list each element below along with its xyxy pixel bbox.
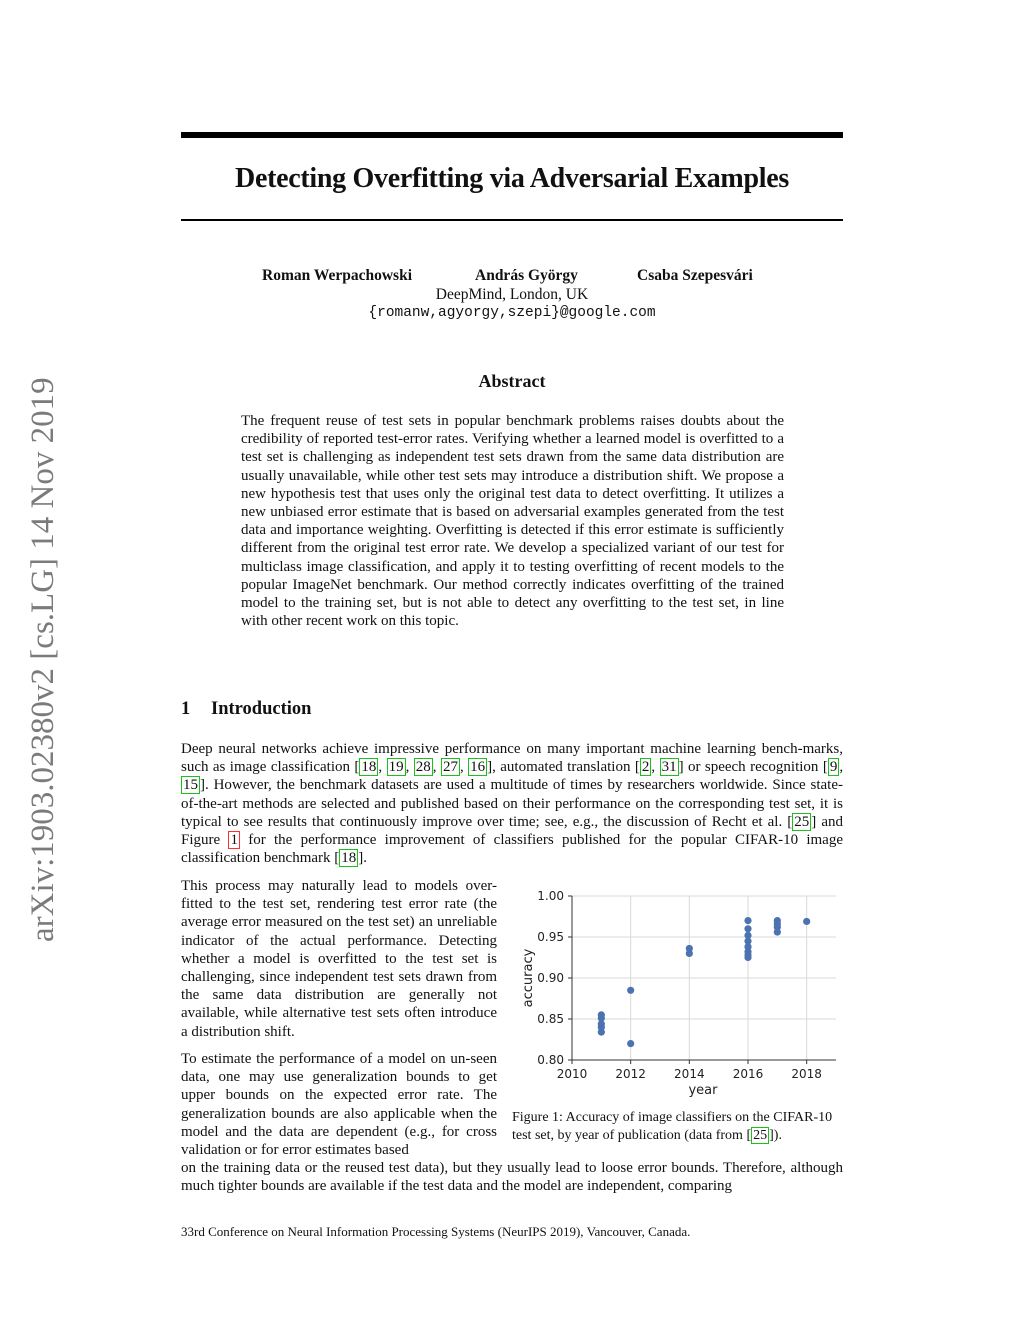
x-tick-label: 2010 [556,1067,588,1081]
author-email: {romanw,agyorgy,szepi}@google.com [368,305,656,321]
x-tick-label: 2016 [732,1067,764,1081]
intro-paragraph-2: This process may naturally lead to models over-fitted to the test set, rendering test error rate (the average error measured on the test set) an unreliable indicator of the actual performance. Detecting whether a model is overfitted to the test set is challenging, since independent test sets drawn from the same data distribution are generally not available, while alternative test sets often introduce a distribution shift. [181,878,497,1040]
text-run: . [363,850,368,867]
section-title: Introduction [211,699,312,719]
citation-link[interactable]: 18 [361,759,377,776]
data-point [744,954,751,961]
data-point [744,917,751,924]
title-rule-bottom [181,219,843,221]
data-point [744,925,751,932]
abstract-heading: Abstract [478,371,546,391]
x-tick-label: 2014 [674,1067,705,1081]
citation-link[interactable]: 16 [470,759,486,776]
y-tick-label: 1.00 [537,889,564,903]
section-heading [181,699,311,720]
text-run: , automated translation [492,759,635,776]
accuracy-scatter-chart [512,880,844,1102]
y-tick-label: 0.90 [537,971,564,985]
y-axis-label: accuracy [521,948,536,1008]
arxiv-identifier: arXiv:1903.02380v2 [cs.LG] 14 Nov 2019 [25,377,61,942]
x-axis-label: year [688,1083,718,1098]
paper-title: Detecting Overfitting via Adversarial Examples [235,163,789,194]
data-point [598,1029,605,1036]
section-number: 1 [181,699,191,719]
citation-link[interactable]: 28 [415,759,431,776]
text-run: and Figure [181,813,843,849]
data-point [686,950,693,957]
citation-link[interactable]: 27 [442,759,458,776]
y-tick-label: 0.80 [537,1053,564,1067]
text-run: or speech recognition [683,759,823,776]
text-run: for the performance improvement of classifiers published for the popular CIFAR-10 image classification benchmark [181,832,844,867]
conference-footnote: 33rd Conference on Neural Information Processing Systems (NeurIPS 2019), Vancouver, Canada. [181,1224,691,1239]
text-run: Deep neural networks achieve impressive performance on many important machine learning bench-marks, such as image classification [181,741,843,776]
citation-link[interactable]: 25 [753,1127,768,1143]
citation-link[interactable]: 31 [661,759,677,776]
author-3: Csaba Szepesvári [637,267,753,284]
data-point [803,918,810,925]
x-tick-label: 2012 [615,1067,646,1081]
figure-caption: Figure 1: Accuracy of image classifiers on the CIFAR-10 test set, by year of publication (data from [ 25 ]). [512,1110,833,1143]
citation-link[interactable]: 25 [794,813,810,830]
citation-link[interactable]: 2 [641,759,650,776]
caption-text: ). [773,1127,782,1143]
x-axis-ticks [557,1060,822,1081]
data-point [627,1040,634,1047]
chart-grid [572,896,836,1060]
data-point [774,928,781,935]
y-tick-label: 0.85 [537,1012,564,1026]
title-rule-top [181,132,843,138]
figure-link[interactable]: 1 [230,832,238,849]
data-point [627,987,634,994]
citation-link[interactable]: 18 [341,850,357,867]
author-2: András György [475,267,578,284]
intro-paragraph-1: Deep neural networks achieve impressive performance on many important machine learning bench-marks, such as image classification [ 18 , 19 , 28 , 27 , 16 ], automated translation [ 2 , 31 ] or speech recognition [ 9 , 15 ]. However, the benchmark datasets are used a multitude of times by researchers worldwide. Since state-of-the-art methods are selected and published based on their performance on the corresponding test set, it is typical to see results that continuously improve over time; see, e.g., the discussion of Recht et al. [ 25 ] and Figure 1 for the performance improvement of classifiers published for the popular CIFAR-10 image classification benchmark [ 18 ]. [181,741,844,867]
y-axis-ticks [537,889,572,1067]
citation-link[interactable]: 9 [829,759,838,776]
y-tick-label: 0.95 [537,930,564,944]
x-tick-label: 2018 [791,1067,822,1081]
intro-paragraph-3: To estimate the performance of a model on un-seen data, one may use generalization bounds to get upper bounds on the expected error rate. The generalization bounds are also applicable when the model and the data are dependent (e.g., for cross validation or for error estimates based [181,1051,497,1159]
affiliation: DeepMind, London, UK [435,286,589,303]
text-run: . However, the benchmark datasets are used a multitude of times by researchers worldwide. Since state-of-the-art methods are selected and published based on their performance on the corresponding test set, it is typical to see results that continuously improve over time; see, e.g., the discussion of Recht et al. [181,777,843,830]
abstract-text: The frequent reuse of test sets in popular benchmark problems raises doubts about the credibility of reported test-error rates. Verifying whether a learned model is overfitted to a test set is challenging as independent test sets drawn from the same data distribution are usually unavailable, while other test sets may introduce a distribution shift. We propose a new hypothesis test that uses only the original test data to detect overfitting. It utilizes a new unbiased error estimate that is based on adversarial examples generated from the test data and importance weighting. Overfitting is detected if this error estimate is sufficiently different from the original test error rate. We develop a specialized variant of our test for multiclass image classification, and apply it to testing overfitting of recent models to the popular ImageNet benchmark. Our method correctly indicates overfitting of the trained model to the training set, but is not able to detect any overfitting to the test set, in line with other recent work on this topic. [241,413,784,630]
citation-link[interactable]: 19 [388,759,404,776]
caption-text: Figure 1: Accuracy of image classifiers on the CIFAR-10 test set, by year of publication (data from [512,1110,833,1143]
intro-paragraph-3-continued: on the training data or the reused test data), but they usually lead to loose error bounds. Therefore, although much tighter bounds are available if the test data and the model are independent, comparing [181,1160,843,1195]
citation-link[interactable]: 15 [183,777,198,794]
author-1: Roman Werpachowski [262,267,412,284]
